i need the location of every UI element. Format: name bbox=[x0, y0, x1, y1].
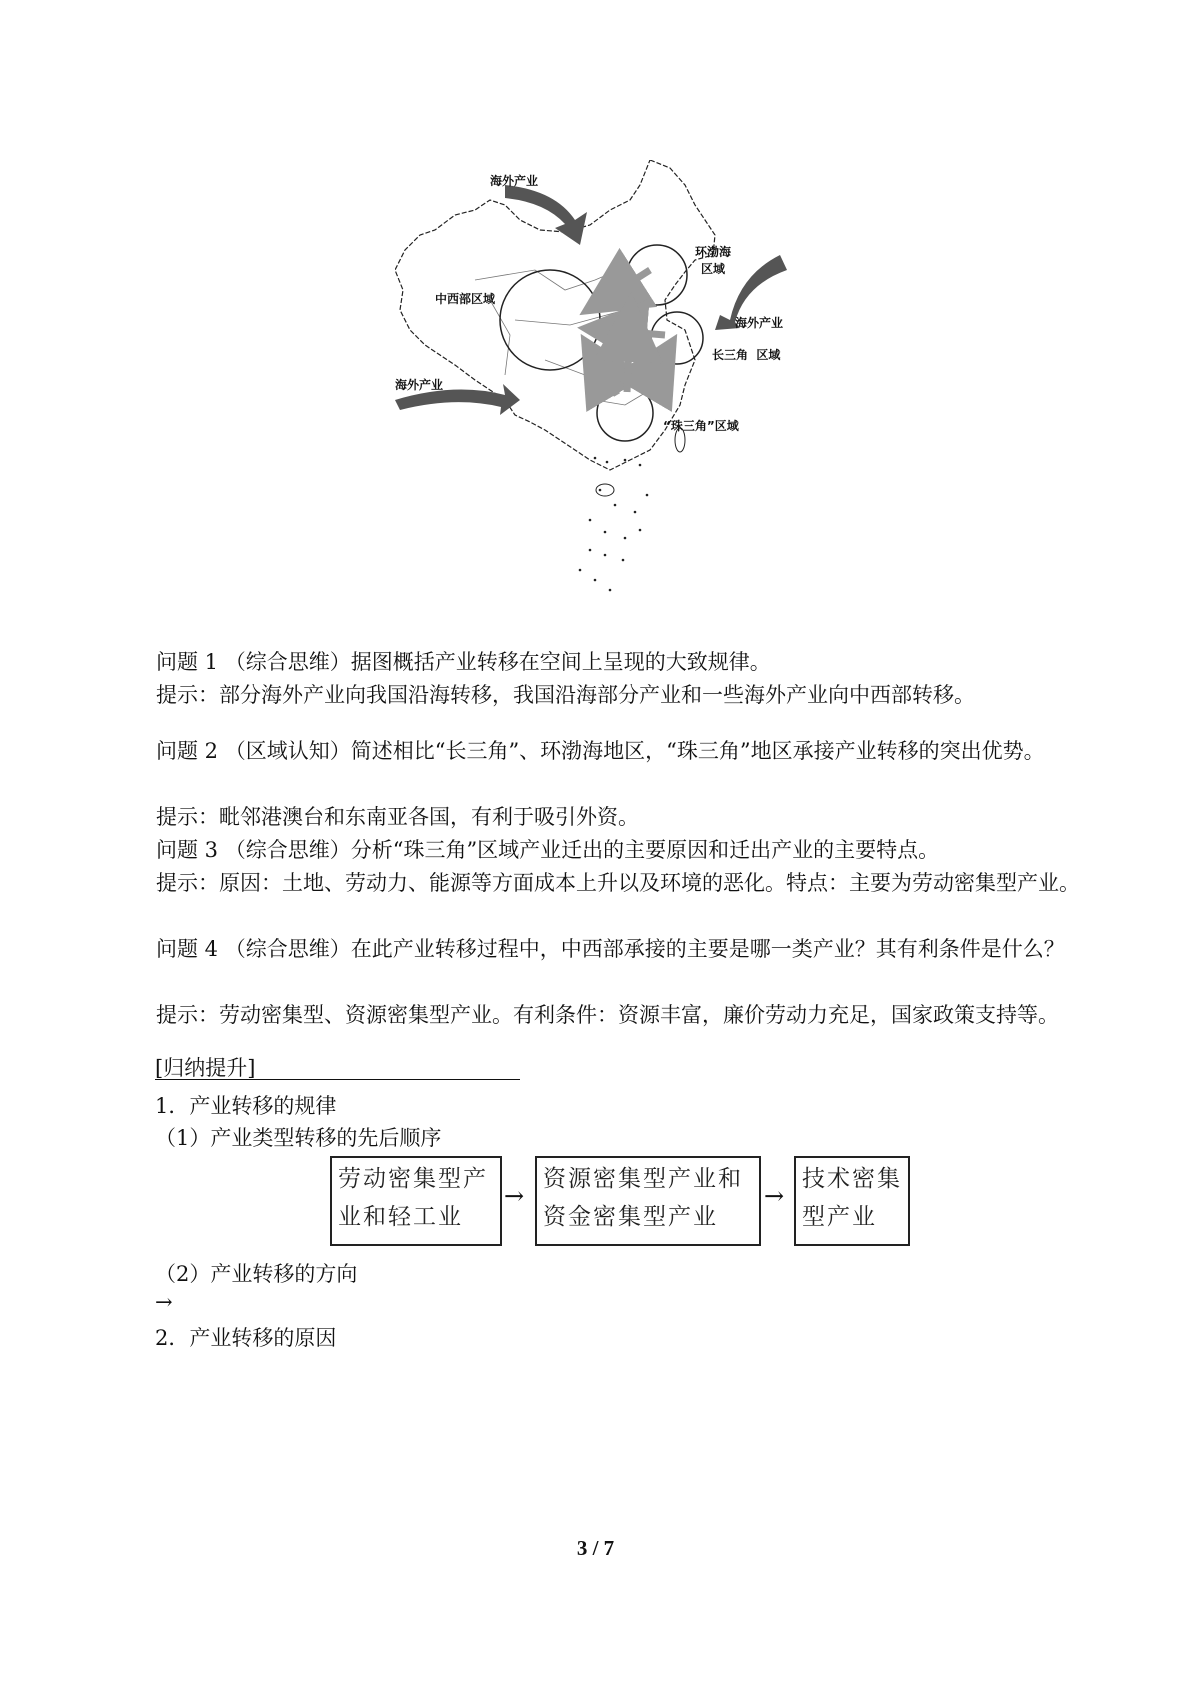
yangtze-region-circle bbox=[651, 312, 703, 364]
summary-item-2: 2．产业转移的原因 bbox=[155, 1326, 337, 1350]
heading-underline bbox=[155, 1079, 520, 1080]
label-yangtze: 长三角 区域 bbox=[712, 348, 781, 362]
summary-heading: [归纳提升] bbox=[155, 1056, 256, 1080]
pearl-region-circle bbox=[597, 385, 653, 441]
china-map-graphic bbox=[395, 160, 825, 605]
summary-sub-2: （2）产业转移的方向 bbox=[155, 1262, 358, 1286]
industry-transfer-map bbox=[395, 160, 825, 605]
answer-4: 提示：劳动密集型、资源密集型产业。有利条件：资源丰富，廉价劳动力充足，国家政策支持等。 bbox=[156, 1003, 1059, 1027]
answer-1: 提示：部分海外产业向我国沿海转移，我国沿海部分产业和一些海外产业向中西部转移。 bbox=[156, 683, 975, 707]
flow-arrow-2: → bbox=[764, 1182, 785, 1210]
label-overseas-top: 海外产业 bbox=[490, 174, 539, 188]
label-overseas-right: 海外产业 bbox=[735, 316, 784, 330]
flow-arrow-1: → bbox=[504, 1182, 525, 1210]
summary-sub-1: （1）产业类型转移的先后顺序 bbox=[155, 1126, 442, 1150]
question-3: 问题 3 （综合思维）分析“珠三角”区域产业迁出的主要原因和迁出产业的主要特点。 bbox=[156, 838, 940, 862]
question-4: 问题 4 （综合思维）在此产业转移过程中，中西部承接的主要是哪一类产业？其有利条件是什么？ bbox=[156, 937, 1065, 961]
flow-box-tech: 技术密集型产业 bbox=[794, 1156, 910, 1246]
label-overseas-left: 海外产业 bbox=[395, 378, 444, 392]
flow-box-labor: 劳动密集型产业和轻工业 bbox=[330, 1156, 502, 1246]
page-number: 3 / 7 bbox=[576, 1536, 615, 1560]
label-midwest: 中西部区域 bbox=[435, 292, 496, 306]
answer-2: 提示：毗邻港澳台和东南亚各国，有利于吸引外资。 bbox=[156, 805, 639, 829]
label-pearl: “珠三角”区域 bbox=[663, 419, 739, 433]
overseas-arrow-top bbox=[505, 185, 587, 245]
summary-item-1: 1．产业转移的规律 bbox=[155, 1094, 337, 1118]
question-2: 问题 2 （区域认知）简述相比“长三角”、环渤海地区，“珠三角”地区承接产业转移的突出优势。 bbox=[156, 739, 1045, 763]
direction-arrow: → bbox=[155, 1290, 173, 1314]
answer-3: 提示：原因：土地、劳动力、能源等方面成本上升以及环境的恶化。特点：主要为劳动密集型产业。 bbox=[156, 871, 1080, 895]
flow-box-resource: 资源密集型产业和资金密集型产业 bbox=[535, 1156, 761, 1246]
label-bohai: 环渤海 区域 bbox=[695, 245, 732, 276]
question-1: 问题 1 （综合思维）据图概括产业转移在空间上呈现的大致规律。 bbox=[156, 650, 771, 674]
